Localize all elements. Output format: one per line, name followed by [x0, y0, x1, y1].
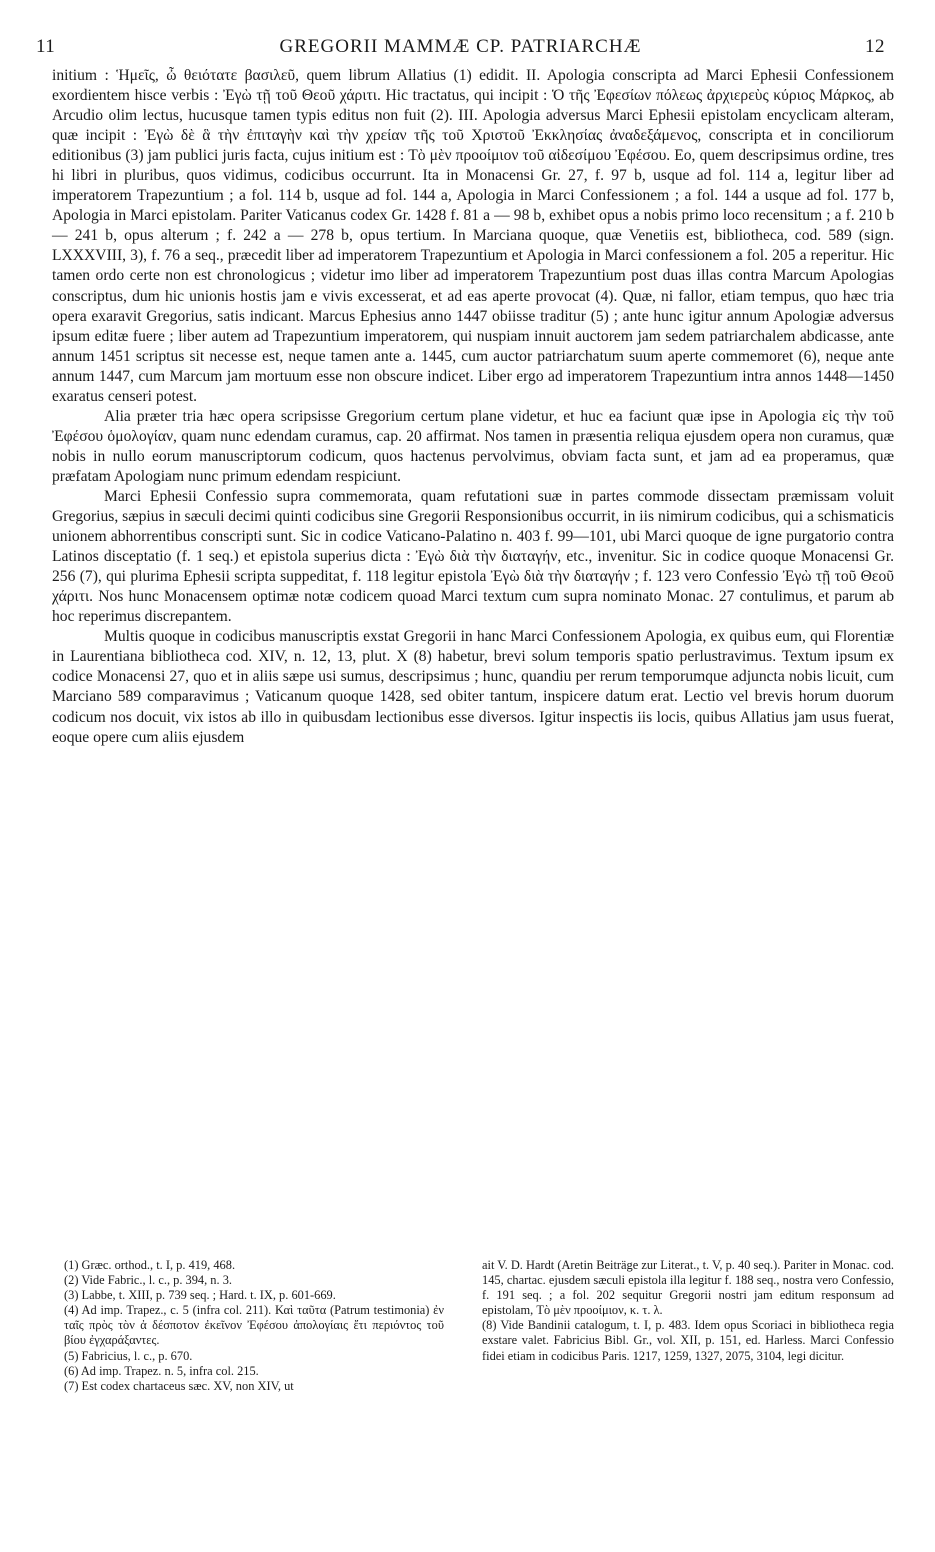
footnote: (4) Ad imp. Trapez., c. 5 (infra col. 211). Καὶ ταῦτα (Patrum testimonia) ἐν ταῖς πρὸς τὸν ἀ δέσποτον ἐκεῖνον Ἐφέσου ἀπολογίαις ἔτι περιόντος τοῦ βίου ἐγχαράξαντες.	[64, 1303, 444, 1348]
page-number: 11	[36, 36, 56, 57]
paragraph: Alia præter tria hæc opera scripsisse Gregorium certum plane videtur, et huc ea faciunt quæ ipse in Apologia εἰς τὴν τοῦ Ἐφέσου ὁμολογίαν, quam nunc edendam curamus, cap. 20 affirmat. Nos tamen in præsentia reliqua ejusdem opera non curamus, quæ nobis in nullo eorum manuscriptorum codicum, quos hactenus pervolvimus, obviam facta sunt, et jam ad ea properamus, quæ præfatam Apologiam nunc primum edendam respiciunt.	[52, 407, 894, 485]
footnote: (6) Ad imp. Trapez. n. 5, infra col. 215.	[64, 1363, 259, 1378]
running-header	[36, 36, 885, 62]
paragraph: Marci Ephesii Confessio supra commemorata, quam refutationi suæ in partes commode dissectam præmissam voluit Gregorius, sæpius in sæculi decimi quinti codicibus sine Gregorii Responsionibus occurrit, in iis nimirum codicibus, qui a schismaticis unionem abhorrentibus conscripti sunt. Sic in codice Vaticano-Palatino n. 403 f. 99—101, ubi Marci quoque de igne purgatorio contra Latinos disceptatio (f. 1 seq.) et epistola superius dicta : Ἐγὼ διὰ τὴν διαταγήν, etc., invenitur. Sic in codice quoque Monacensi Gr. 256 (7), qui plurima Ephesii scripta suppeditat, f. 118 legitur epistola Ἐγὼ διὰ τὴν διαταγήν ; f. 123 vero Confessio Ἐγὼ τῇ τοῦ Θεοῦ χάριτι. Nos hunc Monacensem optimæ notæ codicem quoad Marci textum cum supra nominato Monac. 27 contulimus, et parum ab hoc reperimus discrepantem.	[52, 487, 894, 626]
footnote: ait V. D. Hardt (Aretin Beiträge zur Literat., t. V, p. 40 seq.). Pariter in Monac. cod. 145, chartac. ejusdem sæculi epistola illa legitur f. 188 seq., nostra vero Confessio, f. 191 seq. ; a fol. 202 sequitur Gregorii nostri jam editum responsum ad epistolam, Τὸ μὲν προοίμιον, κ. τ. λ.	[482, 1258, 894, 1318]
footnote: (1) Græc. orthod., t. I, p. 419, 468.	[64, 1258, 236, 1272]
main-text	[52, 66, 894, 748]
footnote: (8) Vide Bandinii catalogum, t. I, p. 483. Idem opus Scoriaci in bibliotheca regia exstare valet. Fabricius Bibl. Gr., vol. XII, p. 151, ed. Harless. Marci Confessio fidei etiam in codicibus Paris. 1217, 1259, 1327, 2075, 3104, legi dicitur.	[482, 1318, 894, 1363]
paragraph: Multis quoque in codicibus manuscriptis exstat Gregorii in hanc Marci Confessionem Apologia, ex quibus eum, qui Florentiæ in Laurentiana bibliotheca cod. XIV, n. 12, 13, plut. X (8) habetur, brevi solum temporis spatio perlustravimus. Textum ipsum ex codice Monacensi 27, quo et in aliis sæpe usi sumus, descripsimus ; hunc, quandiu per rerum temporumque adjuncta nobis licuit, cum Marciano 589 comparavimus ; Vaticanum quoque 1428, sed obiter tantum, inspicere datum erat. Lectio vel brevis horum duorum codicum nos docuit, vix istos ab illo in quibusdam lectionibus esse diversos. Igitur inspectis iis locis, quibus Allatius jam usus fuerat, eoque opere cum aliis ejusdem	[52, 628, 894, 746]
footnotes-column-right	[482, 1258, 894, 1364]
footnotes-column-left	[64, 1258, 444, 1394]
paragraph: initium : Ἡμεῖς, ὦ θειότατε βασιλεῦ, quem librum Allatius (1) edidit. II. Apologia conscripta ad Marci Ephesii Confessionem exordientem hisce verbis : Ἐγὼ τῇ τοῦ Θεοῦ χάριτι. Hic tractatus, qui incipit : Ὁ τῆς Ἐφεσίων πόλεως ἀρχιερεὺς κύριος Μάρκος, ab Arcudio olim lectus, hucusque tamen typis editus non fuit (2). III. Apologia adversus Marci Ephesii epistolam encyclicam alteram, quæ incipit : Ἐγὼ δὲ ἃ τὴν ἐπιταγὴν καὶ τὴν χρείαν τῆς τοῦ Χριστοῦ Ἐκκλησίας ἀναδεξάμενος, conscripta et in conciliorum editionibus (3) jam publici juris facta, cujus initium est : Τὸ μὲν προοίμιον τοῦ αἰδεσίμου Ἐφέσου. Eo, quem descripsimus ordine, tres hi libri in pluribus, quos vidimus, codicibus occurrunt. Ita in Monacensi Gr. 27, f. 97 b, usque ad fol. 114 a, legitur liber ad imperatorem Trapezuntium ; a fol. 114 b, usque ad fol. 144 a, Apologia in Marci Confessionem ; a fol. 144 a usque ad fol. 177 b, Apologia in Marci epistolam. Pariter Vaticanus codex Gr. 1428 f. 81 a — 98 b, exhibet opus a nobis primo loco recensitum ; a f. 210 b — 241 b, opus alterum ; f. 242 a — 278 b, opus tertium. In Marciana quoque, quæ Venetiis est, bibliotheca, cod. 589 (sign. LXXXVIII, 3), f. 76 a seq., præcedit liber ad imperatorem Trapezuntium et Apologia in Marci confessionem a fol. 205 a reperitur. Hic tamen ordo certe non est chronologicus ; videtur imo liber ad imperatorem Trapezuntium post duas illas contra Marcum Apologias conscriptus, dum hic unionis hostis jam e vivis excesserat, et ad eas aperte provocat (4). Quæ, ni fallor, etiam tempus, quo hæc tria opera exaravit Gregorius, satis indicant. Marcus Ephesius anno 1447 obiisse traditur (5) ; ante hunc igitur annum Apologiæ adversus ipsum editæ fuere ; liber autem ad Trapezuntium imperatorem, qui nuspiam innuit auctorem jam sedem patriarchalem abdicasse, ante annum 1451 scriptus sit necesse est, neque tamen ante a. 1445, cum auctor patriarchatum suum aperte commemoret (6), neque ante annum 1447, cum Marcum jam mortuum esse non obscure indicet. Liber ergo ad imperatorem Trapezuntium intra annos 1448—1450 exaratus censeri potest.	[52, 67, 894, 405]
footnote: (5) Fabricius, l. c., p. 670.	[64, 1348, 193, 1363]
footnote: (2) Vide Fabric., l. c., p. 394, n. 3.	[64, 1273, 232, 1288]
column-number: 12	[865, 36, 885, 57]
footnote: (7) Est codex chartaceus sæc. XV, non XIV, ut	[64, 1378, 294, 1393]
footnote: (3) Labbe, t. XIII, p. 739 seq. ; Hard. t. IX, p. 601-669.	[64, 1288, 336, 1303]
running-title: GREGORII MAMMÆ CP. PATRIARCHÆ	[279, 36, 642, 57]
